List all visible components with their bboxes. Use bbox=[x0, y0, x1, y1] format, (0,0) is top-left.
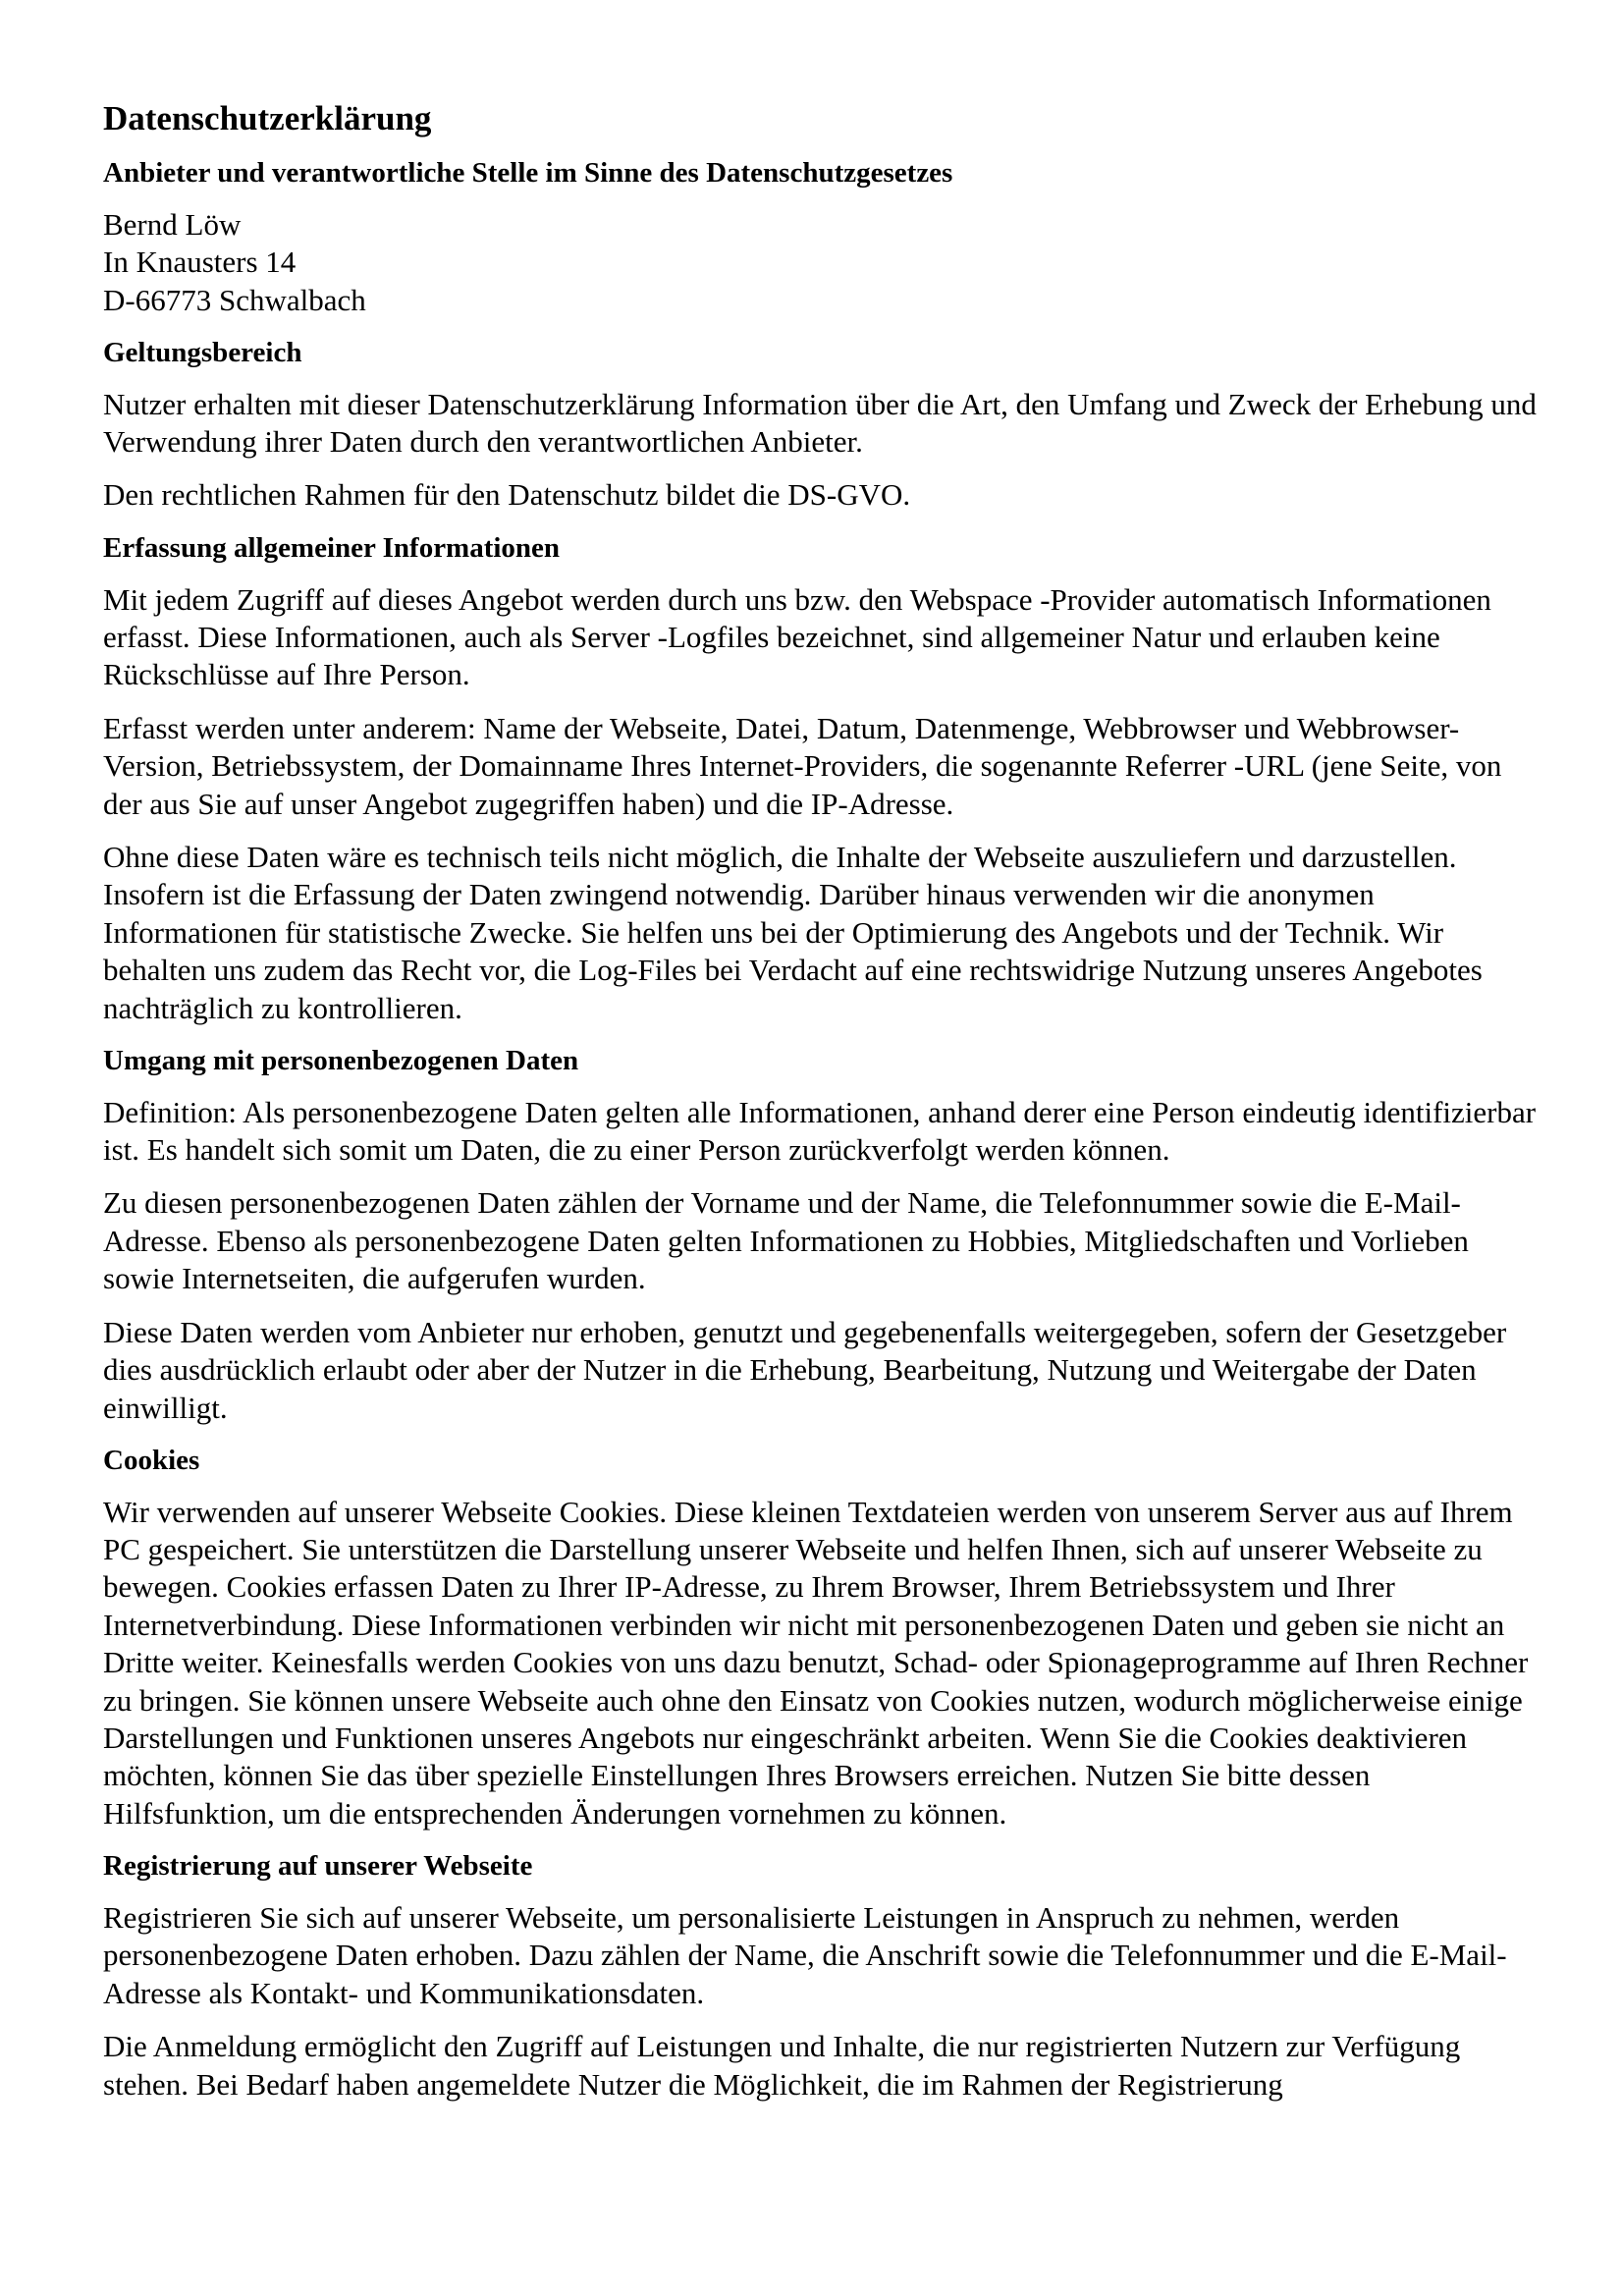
general-paragraph-3: Ohne diese Daten wäre es technisch teils nicht möglich, die Inhalte der Webseite auszuliefern und darzustellen. Insofern ist die Erfassung der Daten zwingend notwendig. Darüber hinaus verwenden wir die anonymen Informationen für statistische Zwecke. Sie helfen uns bei der Optimierung des Angebots und der Technik. Wir behalten uns zudem das Recht vor, die Log-Files bei Verdacht auf eine rechtswidrige Nutzung unseres Angebotes nachträglich zu kontrollieren. bbox=[103, 839, 1483, 1025]
registration-paragraph-2: Die Anmeldung ermöglicht den Zugriff auf Leistungen und Inhalte, die nur registrierten Nutzern zur Verfügung stehen. Bei Bedarf haben angemeldete Nutzer die Möglichkeit, die im Rahmen der Registrierung bbox=[103, 2029, 1461, 2102]
section-heading-provider: Anbieter und verantwortliche Stelle im Sinne des Datenschutzgesetzes bbox=[103, 157, 953, 189]
scope-paragraph-1: Nutzer erhalten mit dieser Datenschutzerklärung Information über die Art, den Umfang und Zweck der Erhebung und Verwendung ihrer Daten durch den verantwortlichen Anbieter. bbox=[103, 386, 1537, 459]
document-page bbox=[103, 98, 1537, 2119]
section-heading-cookies: Cookies bbox=[103, 1444, 200, 1476]
registration-paragraph-1: Registrieren Sie sich auf unserer Webseite, um personalisierte Leistungen in Anspruch zu nehmen, werden personenbezogene Daten erhoben. Dazu zählen der Name, die Anschrift sowie die Telefonnummer und die E-Mail-Adresse als Kontakt- und Kommunikationsdaten. bbox=[103, 1899, 1507, 2010]
section-heading-personal: Umgang mit personenbezogenen Daten bbox=[103, 1044, 579, 1076]
provider-street: In Knausters 14 bbox=[103, 245, 297, 280]
general-paragraph-2: Erfasst werden unter anderem: Name der Webseite, Datei, Datum, Datenmenge, Webbrowser und Webbrowser-Version, Betriebssystem, der Domainname Ihres Internet-Providers, die sogenannte Referrer -URL (jene Seite, von der aus Sie auf unser Angebot zugegriffen haben) und die IP-Adresse. bbox=[103, 710, 1502, 821]
general-paragraph-1: Mit jedem Zugriff auf dieses Angebot werden durch uns bzw. den Webspace -Provider automatisch Informationen erfasst. Diese Informationen, auch als Server -Logfiles bezeichnet, sind allgemeiner Natur und erlauben keine Rückschlüsse auf Ihre Person. bbox=[103, 581, 1491, 692]
document-title: Datenschutzerklärung bbox=[103, 99, 432, 137]
personal-paragraph-2: Zu diesen personenbezogenen Daten zählen der Vorname und der Name, die Telefonnummer sowie die E-Mail-Adresse. Ebenso als personenbezogene Daten gelten Informationen zu Hobbies, Mitgliedschaften und Vorlieben sowie Internetseiten, die aufgerufen wurden. bbox=[103, 1185, 1469, 1296]
provider-city: D-66773 Schwalbach bbox=[103, 282, 366, 317]
section-heading-scope: Geltungsbereich bbox=[103, 336, 302, 368]
provider-name: Bernd Löw bbox=[103, 206, 242, 242]
section-heading-general: Erfassung allgemeiner Informationen bbox=[103, 531, 561, 564]
personal-paragraph-1: Definition: Als personenbezogene Daten gelten alle Informationen, anhand derer eine Person eindeutig identifizierbar ist. Es handelt sich somit um Daten, die zu einer Person zurückverfolgt werden können. bbox=[103, 1094, 1537, 1168]
scope-paragraph-2: Den rechtlichen Rahmen für den Datenschutz bildet die DS-GVO. bbox=[103, 477, 911, 513]
section-heading-registration: Registrierung auf unserer Webseite bbox=[103, 1850, 533, 1883]
personal-paragraph-3: Diese Daten werden vom Anbieter nur erhoben, genutzt und gegebenenfalls weitergegeben, sofern der Gesetzgeber dies ausdrücklich erlaubt oder aber der Nutzer in die Erhebung, Bearbeitung, Nutzung und Weitergabe der Daten einwilligt. bbox=[103, 1314, 1507, 1425]
provider-address bbox=[103, 206, 1537, 319]
cookies-paragraph-1: Wir verwenden auf unserer Webseite Cookies. Diese kleinen Textdateien werden von unserem Server aus auf Ihrem PC gespeichert. Sie unterstützen die Darstellung unserer Webseite und helfen Ihnen, sich auf unserer Webseite zu bewegen. Cookies erfassen Daten zu Ihrer IP-Adresse, zu Ihrem Browser, Ihrem Betriebssystem und Ihrer Internetverbindung. Diese Informationen verbinden wir nicht mit personenbezogenen Daten und geben sie nicht an Dritte weiter. Keinesfalls werden Cookies von uns dazu benutzt, Schad- oder Spionageprogramme auf Ihren Rechner zu bringen. Sie können unsere Webseite auch ohne den Einsatz von Cookies nutzen, wodurch möglicherweise einige Darstellungen und Funktionen unseres Angebots nur eingeschränkt arbeiten. Wenn Sie die Cookies deaktivieren möchten, können Sie das über spezielle Einstellungen Ihres Browsers erreichen. Nutzen Sie bitte dessen Hilfsfunktion, um die entsprechenden Änderungen vornehmen zu können. bbox=[103, 1494, 1529, 1831]
